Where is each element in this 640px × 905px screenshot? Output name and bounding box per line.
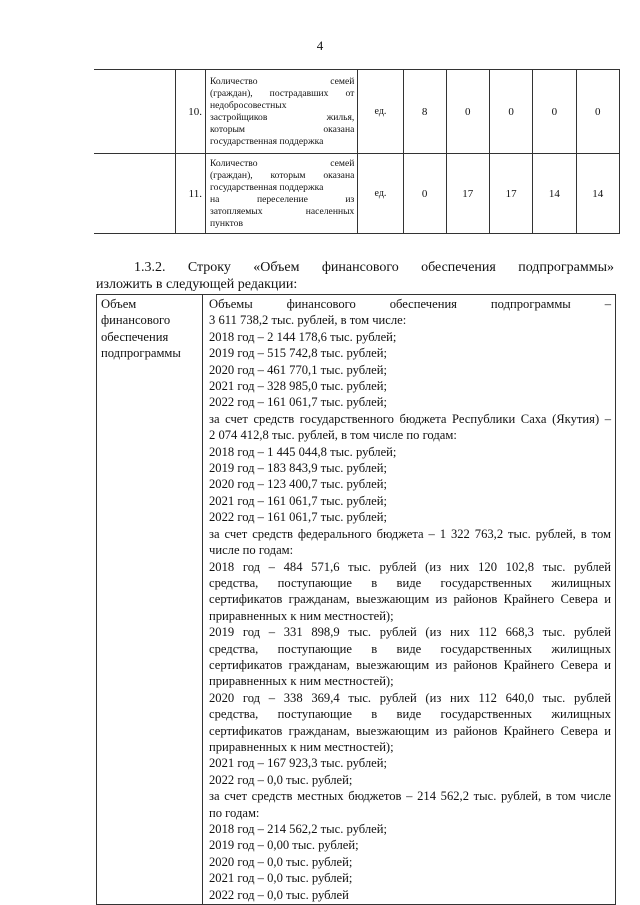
funding-line: по годам: (209, 805, 260, 820)
funding-line: числе по годам: (209, 543, 294, 558)
empty-cell (94, 154, 175, 234)
funding-line: средства, поступающие в виде государственных жилищных (209, 575, 611, 590)
funding-details (203, 295, 616, 905)
funding-line: 2018 год – 1 445 044,8 тыс. рублей; (209, 444, 397, 459)
value-cell: 0 (403, 154, 446, 234)
indicators-table (94, 69, 620, 234)
table-row (97, 295, 616, 905)
table-row (94, 154, 620, 234)
funding-line: Объемы финансового обеспечения подпрограммы – (209, 297, 611, 311)
amendment-paragraph (96, 259, 614, 293)
funding-line: 2022 год – 161 061,7 тыс. рублей; (209, 510, 387, 525)
value-cell: 14 (576, 154, 619, 234)
funding-line: средства, поступающие в виде государственных жилищных (209, 707, 611, 722)
funding-line: 2020 год – 123 400,7 тыс. рублей; (209, 477, 387, 492)
funding-line: 2019 год – 183 843,9 тыс. рублей; (209, 461, 387, 476)
funding-line: 3 611 738,2 тыс. рублей, в том числе: (209, 313, 407, 328)
funding-line: 2021 год – 328 985,0 тыс. рублей; (209, 379, 387, 394)
funding-line: 2021 год – 167 923,3 тыс. рублей; (209, 756, 387, 771)
funding-line: сертификатов гражданам, выезжающим из районов Крайнего Севера и (209, 657, 611, 672)
value-cell: 8 (403, 70, 446, 154)
funding-line: 2020 год – 338 369,4 тыс. рублей (из них 112 640,0 тыс. рублей (209, 690, 611, 705)
funding-line: средства, поступающие в виде государственных жилищных (209, 641, 611, 656)
value-cell: 17 (489, 154, 532, 234)
empty-cell (94, 70, 175, 154)
funding-line: 2 074 412,8 тыс. рублей, в том числе по годам: (209, 428, 457, 443)
paragraph-line: 1.3.2. Строку «Объем финансового обеспечения подпрограммы» (134, 260, 614, 275)
unit-cell: ед. (358, 70, 403, 154)
funding-line: 2019 год – 515 742,8 тыс. рублей; (209, 346, 387, 361)
indicator-description: Количество семей (граждан), пострадавших от недобросовестных застройщиков жилья, которым оказана государственная поддержка (205, 70, 357, 154)
funding-line: 2020 год – 461 770,1 тыс. рублей; (209, 362, 387, 377)
funding-line: 2021 год – 0,0 тыс. рублей; (209, 871, 353, 886)
funding-line: за счет средств местных бюджетов – 214 562,2 тыс. рублей, в том числе (209, 789, 611, 804)
value-cell: 17 (446, 154, 489, 234)
table-row (94, 70, 620, 154)
page-number: 4 (316, 38, 324, 53)
indicator-description: Количество семей (граждан), которым оказана государственная поддержка на переселение из затопляемых населенных пунктов (205, 154, 357, 234)
paragraph-line: изложить в следующей редакции: (96, 277, 298, 292)
funding-line: сертификатов гражданам, выезжающим из районов Крайнего Севера и (209, 723, 611, 738)
row-number: 10. (175, 70, 205, 154)
funding-line: 2018 год – 2 144 178,6 тыс. рублей; (209, 329, 397, 344)
funding-line: приравненных к ним местностей); (209, 608, 394, 623)
unit-cell: ед. (358, 154, 403, 234)
funding-label: Объем финансового обеспечения подпрограммы (97, 295, 203, 905)
funding-line: приравненных к ним местностей); (209, 739, 394, 754)
funding-line: сертификатов гражданам, выезжающим из районов Крайнего Севера и (209, 592, 611, 607)
funding-line: за счет средств федерального бюджета – 1 322 763,2 тыс. рублей, в том (209, 526, 611, 541)
value-cell: 0 (489, 70, 532, 154)
funding-line: 2018 год – 484 571,6 тыс. рублей (из них 120 102,8 тыс. рублей (209, 559, 611, 574)
value-cell: 0 (446, 70, 489, 154)
funding-table (96, 294, 616, 905)
row-number: 11. (175, 154, 205, 234)
funding-line: приравненных к ним местностей); (209, 674, 394, 689)
funding-line: 2019 год – 0,00 тыс. рублей; (209, 838, 359, 853)
value-cell: 14 (533, 154, 576, 234)
funding-line: 2022 год – 161 061,7 тыс. рублей; (209, 395, 387, 410)
funding-line: за счет средств государственного бюджета Республики Саха (Якутия) – (209, 411, 611, 426)
value-cell: 0 (576, 70, 619, 154)
funding-line: 2022 год – 0,0 тыс. рублей (209, 887, 349, 902)
funding-line: 2020 год – 0,0 тыс. рублей; (209, 854, 353, 869)
funding-line: 2021 год – 161 061,7 тыс. рублей; (209, 493, 387, 508)
value-cell: 0 (533, 70, 576, 154)
funding-line: 2019 год – 331 898,9 тыс. рублей (из них 112 668,3 тыс. рублей (209, 625, 611, 640)
funding-line: 2018 год – 214 562,2 тыс. рублей; (209, 822, 387, 836)
funding-line: 2022 год – 0,0 тыс. рублей; (209, 772, 353, 787)
